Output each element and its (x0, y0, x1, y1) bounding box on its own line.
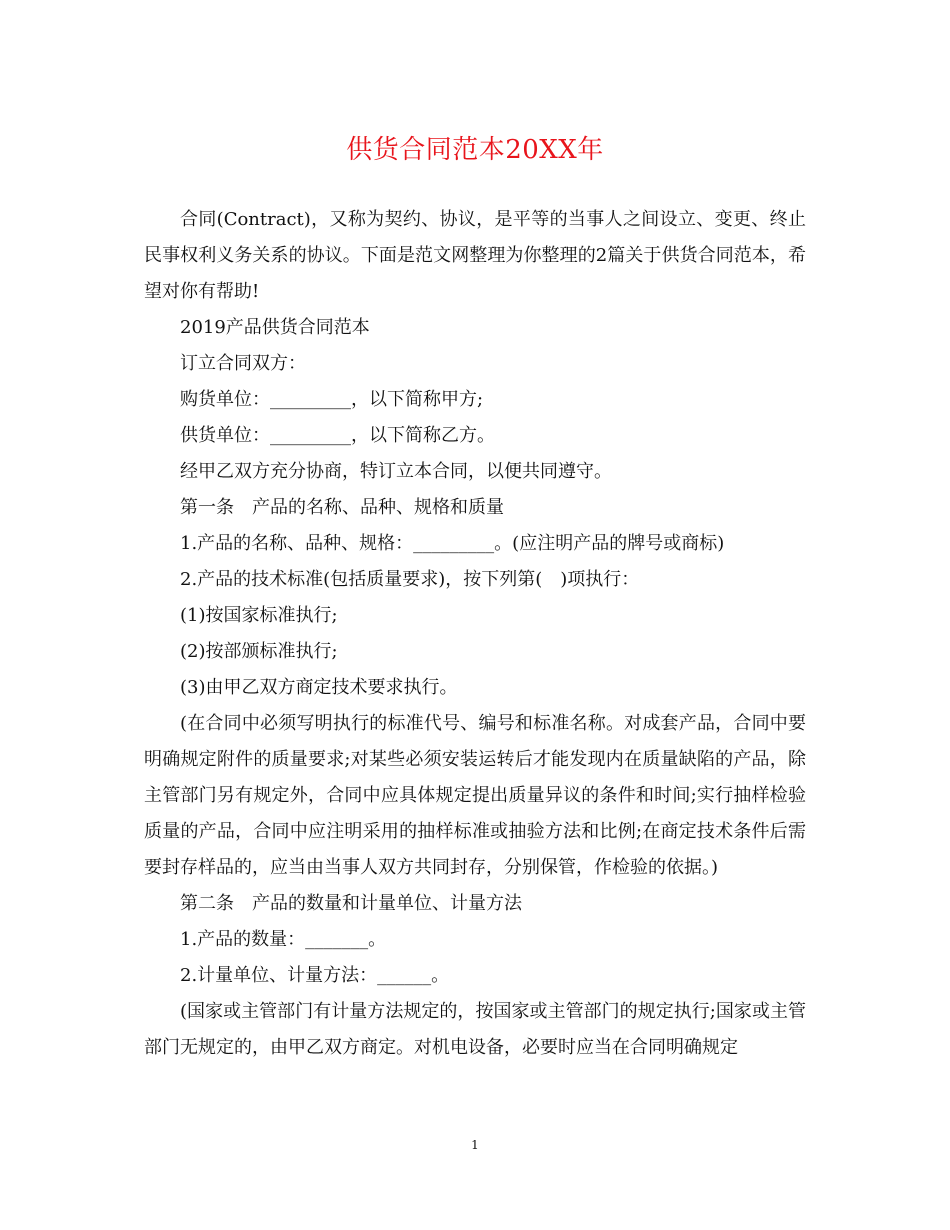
paragraph-supplier: 供货单位：_________，以下简称乙方。 (180, 425, 495, 446)
page-number: 1 (471, 1138, 479, 1152)
article-2-note: (国家或主管部门有计量方法规定的，按国家或主管部门的规定执行;国家或主管部门无规定的，由甲乙双方商定。对机电设备，必要时应当在合同明确规定 (144, 1001, 806, 1058)
document-body (144, 202, 806, 1066)
article-2-item-2: 2.计量单位、计量方法：______。 (180, 965, 450, 986)
article-2-item-1: 1.产品的数量：_______。 (180, 929, 387, 950)
paragraph-intro: 合同(Contract)，又称为契约、协议，是平等的当事人之间设立、变更、终止民事权利义务关系的协议。下面是范文网整理为你整理的2篇关于供货合同范本，希望对你有帮助! (144, 209, 806, 302)
paragraph-buyer: 购货单位：_________，以下简称甲方; (180, 389, 484, 410)
paragraph-agreement: 经甲乙双方充分协商，特订立本合同，以便共同遵守。 (180, 461, 612, 482)
article-1-item-2: 2.产品的技术标准(包括质量要求)，按下列第( )项执行： (180, 569, 640, 590)
article-1-heading: 第一条 产品的名称、品种、规格和质量 (180, 497, 504, 518)
article-1-item-1: 1.产品的名称、品种、规格：_________。(应注明产品的牌号或商标) (180, 533, 725, 554)
article-1-option-3: (3)由甲乙双方商定技术要求执行。 (180, 677, 458, 698)
paragraph-parties: 订立合同双方： (180, 353, 306, 374)
article-1-note: (在合同中必须写明执行的标准代号、编号和标准名称。对成套产品，合同中要明确规定附件的质量要求;对某些必须安装运转后才能发现内在质量缺陷的产品，除主管部门另有规定外，合同中应具体规定提出质量异议的条件和时间;实行抽样检验质量的产品，合同中应注明采用的抽样标准或抽验方法和比例;在商定技术条件后需要封存样品的，应当由当事人双方共同封存，分别保管，作检验的依据。) (144, 713, 806, 878)
article-2-heading: 第二条 产品的数量和计量单位、计量方法 (180, 893, 522, 914)
paragraph-contract-title: 2019产品供货合同范本 (180, 317, 370, 338)
article-1-option-1: (1)按国家标准执行; (180, 605, 338, 626)
document-title: 供货合同范本20XX年 (346, 135, 604, 165)
article-1-option-2: (2)按部颁标准执行; (180, 641, 338, 662)
